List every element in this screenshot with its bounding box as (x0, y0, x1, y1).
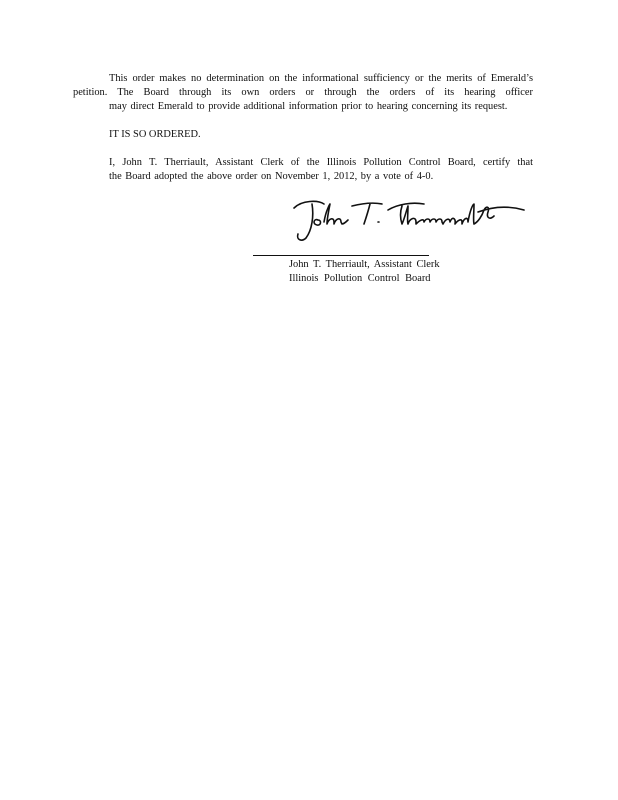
so-ordered-line: IT IS SO ORDERED. (109, 129, 201, 140)
signature-line (253, 255, 429, 256)
order-paragraph-text: This order makes no determination on the informational sufficiency or the merits of Emerald’s petition. The Board through its own orders or through the orders of its hearing officer (73, 73, 533, 98)
order-paragraph (73, 72, 533, 114)
certification-line-2: the Board adopted the above order on November 1, 2012, by a vote of 4-0. (109, 171, 434, 182)
signer-name-title: John T. Therriault, Assistant Clerk (289, 259, 440, 270)
order-paragraph-last-line: may direct Emerald to provide additional information prior to hearing concerning its request. (109, 101, 508, 112)
certification-line-1: I, John T. Therriault, Assistant Clerk of the Illinois Pollution Control Board, certify that (109, 157, 533, 168)
certification-paragraph (73, 156, 533, 184)
handwritten-signature (290, 196, 526, 244)
signer-organization: Illinois Pollution Control Board (289, 273, 431, 284)
